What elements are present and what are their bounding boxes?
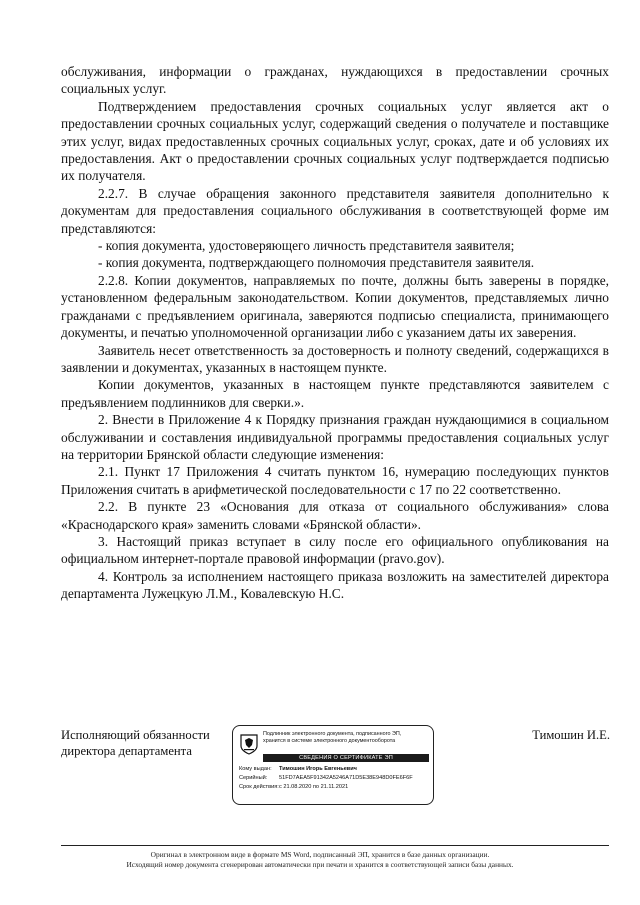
signatory-name: Тимошин И.Е.: [532, 728, 610, 742]
paragraph: Подтверждением предоставления срочных социальных услуг является акт о предоставлении срочных социальных услуг, содержащий сведения о получателе и поставщике этих услуг, видах предоставленных срочных социальных услуг, сроках, дате и об условиях их предоставления. Акт о предоставлении срочных социальных услуг подтверждается подписью их получателя.: [61, 98, 609, 184]
certificate-serial-row: [239, 774, 429, 783]
footer-line: Исходящий номер документа сгенерирован автоматически при печати и хранится в соответствующей записи базы данных.: [126, 860, 514, 869]
position-line: директора департамента: [61, 744, 192, 758]
paragraph: - копия документа, подтверждающего полномочия представителя заявителя.: [98, 255, 535, 271]
document-body: [61, 63, 609, 603]
electronic-signature-stamp: [232, 725, 434, 805]
paragraph: - копия документа, удостоверяющего личность представителя заявителя;: [98, 238, 515, 254]
paragraph: 3. Настоящий приказ вступает в силу после его официального опубликования на официальном интернет-портале правовой информации (pravo.gov).: [61, 533, 609, 567]
paragraph: Заявитель несет ответственность за достоверность и полноту сведений, содержащихся в заявлении и документах, указанных в настоящем пункте.: [61, 342, 609, 375]
paragraph: 2.2.7. В случае обращения законного представителя заявителя дополнительно к документам для предоставления социального обслуживания в соответствующей форме им представляются:: [61, 185, 609, 236]
stamp-title-bar: СВЕДЕНИЯ О СЕРТИФИКАТЕ ЭП: [263, 754, 429, 762]
stamp-header-line: хранится в системе электронного документооборота: [263, 737, 396, 744]
paragraph: Копии документов, указанных в настоящем пункте представляются заявителем с предъявлением подлинников для сверки.».: [61, 377, 609, 410]
footer-note: [40, 850, 600, 870]
paragraph: 2.2. В пункте 23 «Основания для отказа от социального обслуживания» слова «Краснодарского края» заменить словами «Брянской области».: [61, 499, 609, 532]
field-label: Серийный:: [239, 775, 268, 781]
stamp-header-line: Подлинник электронного документа, подписанного ЭП,: [263, 731, 402, 737]
field-value: с 21.08.2020 по 21.11.2021: [279, 784, 349, 790]
paragraph: 2.1. Пункт 17 Приложения 4 считать пунктом 16, нумерацию последующих пунктов Приложения считать в арифметической последовательности с 17 по 22 соответственно.: [61, 464, 609, 497]
field-label: Срок действия:: [239, 784, 279, 790]
certificate-owner-row: [239, 765, 429, 774]
coat-of-arms-icon: [240, 733, 258, 755]
paragraph: 4. Контроль за исполнением настоящего приказа возложить на заместителей директора департамента Лужецкую Л.М., Ковалевскую Н.С.: [61, 568, 609, 602]
paragraph: 2.2.8. Копии документов, направляемых по почте, должны быть заверены в порядке, установленном федеральным законодательством. Копии документов, представляемых лично гражданами с предъявлением оригинала, заверяются подписью специалиста, принимающего документы, и печатью уполномоченной организации либо с указанием даты их заверения.: [61, 272, 609, 341]
footer-divider: [61, 845, 609, 846]
position-line: Исполняющий обязанности: [61, 728, 210, 742]
certificate-validity-row: [239, 783, 429, 792]
field-value: Тимошин Игорь Евгеньевич: [279, 766, 357, 772]
field-value: 51FD7AEA5F91342A5246A71D5E38E948D0FE6F6F: [279, 775, 413, 781]
signatory-position: [61, 727, 210, 759]
footer-line: Оригинал в электронном виде в формате MS Word, подписанный ЭП, хранится в базе данных организации.: [150, 850, 490, 859]
paragraph: обслуживания, информации о гражданах, нуждающихся в предоставлении срочных социальных услуг.: [61, 64, 609, 97]
stamp-header: [263, 731, 429, 744]
certificate-details: [239, 765, 429, 792]
field-label: Кому выдан:: [239, 766, 272, 772]
paragraph: 2. Внести в Приложение 4 к Порядку признания граждан нуждающимися в социальном обслуживании и составления индивидуальной программы предоставления социальных услуг на территории Брянской области следующие изменения:: [61, 412, 609, 462]
